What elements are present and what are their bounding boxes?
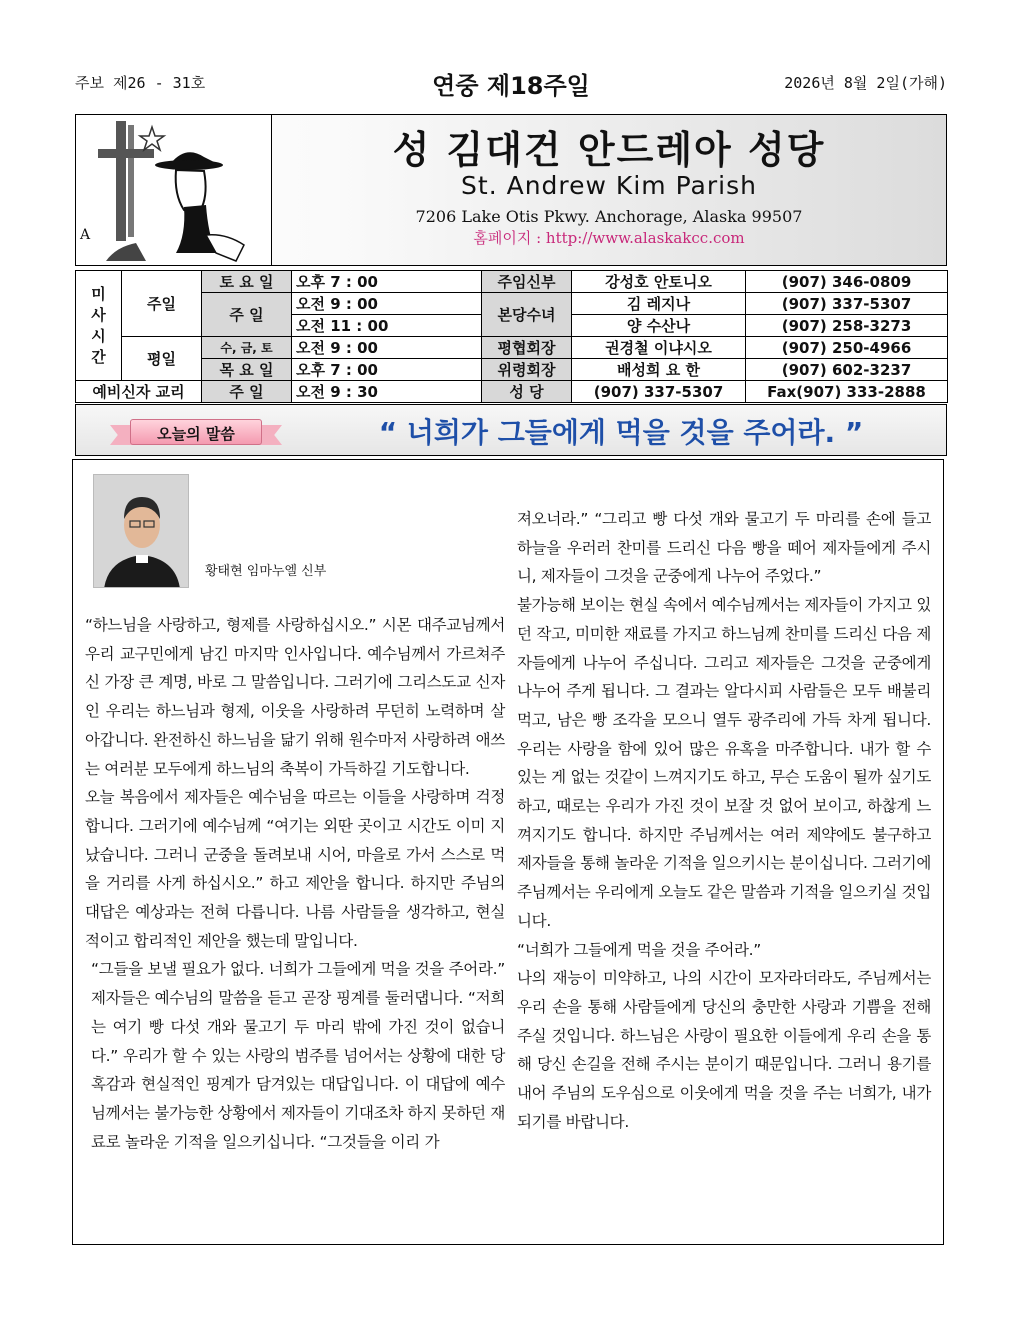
issue-date: 2026년 8월 2일(가해) <box>784 74 947 92</box>
staff-phone: (907) 250-4966 <box>746 337 948 359</box>
paragraph: “너희가 그들에게 먹을 것을 주어라.” <box>517 940 762 959</box>
liturgical-title: 연중 제18주일 <box>432 72 590 100</box>
staff-role: 평협회장 <box>482 337 572 359</box>
schedule-time: 오전 9 : 30 <box>292 381 482 403</box>
staff-name: 강성호 안토니오 <box>572 271 746 293</box>
paragraph: 오늘 복음에서 제자들은 예수님을 따르는 이들을 사랑하며 걱정합니다. 그러기에 예수님께 “여기는 외딴 곳이고 시간도 이미 지났습니다. 그러니 군중을 돌려보내 시어, 마을로 가서 스스로 먹을 거리를 사게 하십시오.” 하고 제안을 합니다. 하지만 주님의 대답은 예상과는 전혀 다릅니다. 나름 사람들을 생각하고, 현실적이고 합리적인 제안을 했는데 말입니다. <box>85 788 505 950</box>
mass-times-label: 미 사 시 간 <box>76 271 122 381</box>
catechumen-label: 예비신자 교리 <box>76 381 202 403</box>
staff-role: 주임신부 <box>482 271 572 293</box>
paragraph: 불가능해 보이는 현실 속에서 예수님께서는 제자들이 가지고 있던 작고, 미미한 재료를 가지고 하느님께 찬미를 드리신 다음 제자들에게 나누어 주십니다. 그리고 제자들은 그것을 군중에게 나누어 주게 됩니다. 그 결과는 알다시피 사람들은 모두 배불리 먹고, 남은 빵 조각을 모으니 열두 광주리에 가득 차게 됩니다. 우리는 사랑을 함에 있어 많은 유혹을 마주합니다. 내가 할 수 있는 게 없는 것같이 느껴지기도 하고, 무슨 도움이 될까 싶기도 하고, 때로는 우리가 가진 것이 보잘 것 없어 보이고, 하찮게 느껴지기도 합니다. 하지만 주님께서는 여러 제약에도 불구하고 제자들을 통해 놀라운 기적을 일으키시는 분이십니다. 그러기에 주님께서는 우리에게 오늘도 같은 말씀과 기적을 일으키실 것입니다. <box>517 596 931 930</box>
staff-phone: (907) 346-0809 <box>746 271 948 293</box>
staff-name: 양 수산나 <box>572 315 746 337</box>
mass-schedule-table <box>75 270 948 403</box>
staff-phone: (907) 337-5307 <box>746 293 948 315</box>
schedule-day: 주 일 <box>202 293 292 337</box>
church-name-korean: 성 김대건 안드레아 성당 <box>392 128 826 172</box>
priest-photo <box>93 474 189 588</box>
schedule-time: 오후 7 : 00 <box>292 271 482 293</box>
saint-andrew-logo-icon <box>76 115 272 265</box>
church-name-english: St. Andrew Kim Parish <box>461 171 757 200</box>
church-header <box>75 114 947 266</box>
article-left-column <box>85 611 505 1156</box>
schedule-time: 오전 9 : 00 <box>292 337 482 359</box>
sunday-label: 주일 <box>122 271 202 337</box>
staff-role: 본당수녀 <box>482 293 572 337</box>
paragraph: 나의 재능이 미약하고, 나의 시간이 모자라더라도, 주님께서는 우리 손을 통해 사람들에게 당신의 충만한 사랑과 기쁨을 전해 주실 것입니다. 하느님은 사랑이 필요한 이들에게 우리 손을 통해 당신 손길을 전해 주시는 분이기 때문입니다. 그러니 용기를 내어 주님의 도우심으로 이웃에게 먹을 것을 주는 너희가, 내가 되기를 바랍니다. <box>517 969 931 1131</box>
church-phone: (907) 337-5307 <box>572 381 746 403</box>
paragraph: 져오너라.” “그리고 빵 다섯 개와 물고기 두 마리를 손에 들고 하늘을 우러러 찬미를 드리신 다음 빵을 떼어 제자들에게 주시니, 제자들이 그것을 군중에게 나누어 주었다.” <box>517 510 931 586</box>
todays-word-label: 오늘의 말씀 <box>157 425 235 443</box>
schedule-day: 토 요 일 <box>202 271 292 293</box>
todays-word-banner <box>75 404 947 456</box>
logo-letter: A <box>80 227 91 243</box>
staff-role: 성 당 <box>482 381 572 403</box>
schedule-time: 오후 7 : 00 <box>292 359 482 381</box>
staff-role: 위령회장 <box>482 359 572 381</box>
author-caption: 황태현 임마누엘 신부 <box>205 564 327 579</box>
staff-name: 김 레지나 <box>572 293 746 315</box>
homily-article <box>72 459 944 1245</box>
priest-portrait-icon <box>94 475 189 588</box>
schedule-time: 오전 9 : 00 <box>292 293 482 315</box>
schedule-day: 수, 금, 토 <box>202 337 292 359</box>
paragraph: “하느님을 사랑하고, 형제를 사랑하십시오.” 시몬 대주교님께서 우리 교구민에게 남긴 마지막 인사입니다. 예수님께서 가르쳐주신 가장 큰 계명, 바로 그 말씀입니다. 그러기에 그리스도교 신자인 우리는 하느님과 형제, 이웃을 사랑하려 무던히 노력하며 살아갑니다. 완전하신 하느님을 닮기 위해 원수마저 사랑하려 애쓰는 여러분 모두에게 하느님의 축복이 가득하길 기도합니다. <box>85 616 505 778</box>
issue-header-line <box>75 66 947 100</box>
homepage-link[interactable]: 홈페이지 : http://www.alaskakcc.com <box>473 229 745 247</box>
issue-number: 주보 제26 - 31호 <box>75 74 206 92</box>
schedule-time: 오전 11 : 00 <box>292 315 482 337</box>
church-address: 7206 Lake Otis Pkwy. Anchorage, Alaska 99507 <box>415 207 803 226</box>
motto-text: “ 너희가 그들에게 먹을 것을 주어라. ” <box>378 416 864 449</box>
church-fax: Fax(907) 333-2888 <box>746 381 948 403</box>
staff-phone: (907) 602-3237 <box>746 359 948 381</box>
church-logo <box>76 115 272 265</box>
weekday-label: 평일 <box>122 337 202 381</box>
staff-name: 배성희 요 한 <box>572 359 746 381</box>
staff-phone: (907) 258-3273 <box>746 315 948 337</box>
schedule-day: 목 요 일 <box>202 359 292 381</box>
schedule-day: 주 일 <box>202 381 292 403</box>
ribbon-badge <box>110 419 282 445</box>
staff-name: 권경철 이냐시오 <box>572 337 746 359</box>
paragraph: “그들을 보낼 필요가 없다. 너희가 그들에게 먹을 것을 주어라.” 제자들은 예수님의 말씀을 듣고 곧장 핑계를 둘러댑니다. “저희는 여기 빵 다섯 개와 물고기 두 마리 밖에 가진 것이 없습니다.” 우리가 할 수 있는 사랑의 범주를 넘어서는 상황에 대한 당혹감과 현실적인 핑계가 담겨있는 대답입니다. 이 대답에 예수님께서는 불가능한 상황에서 제자들이 기대조차 하지 못하던 재료로 놀라운 기적을 일으키십니다. “그것들을 이리 가 <box>91 960 505 1151</box>
article-right-column <box>517 505 931 1136</box>
